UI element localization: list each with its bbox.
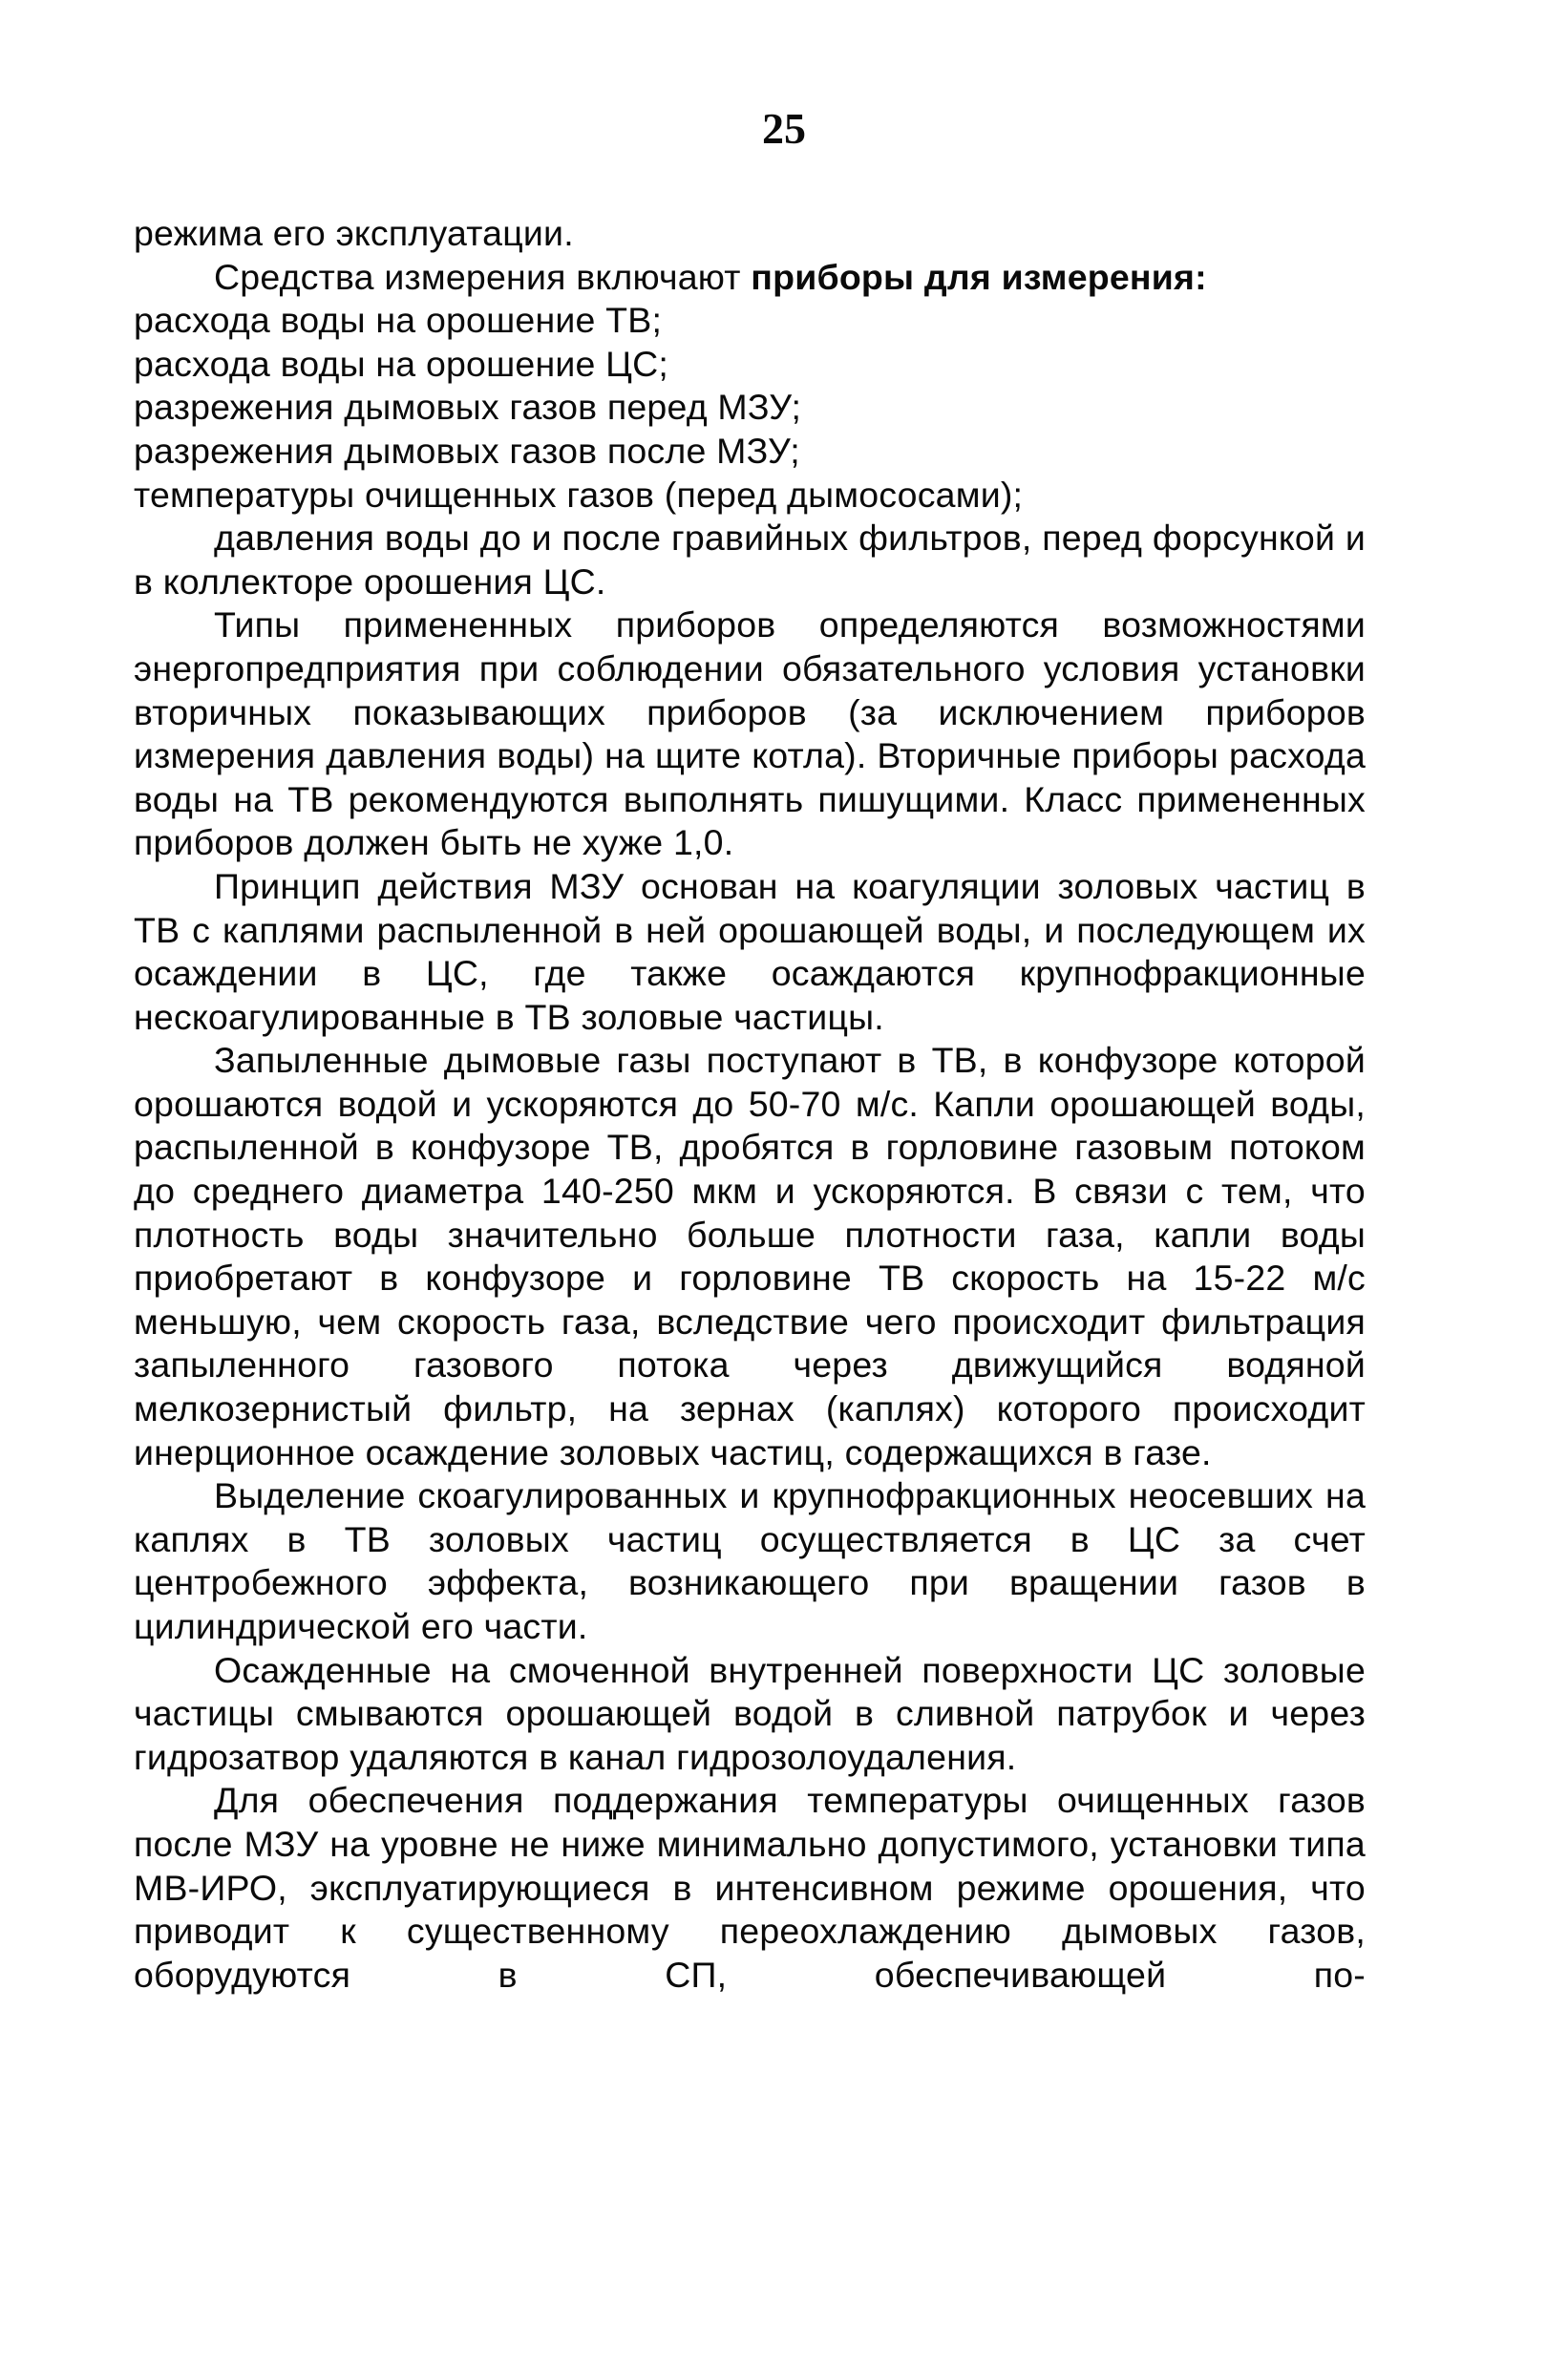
paragraph-continuation: режима его эксплуатации. — [134, 213, 574, 253]
paragraph-separation: Выделение скоагулированных и крупнофракционных неосевших на каплях в ТВ золовых частиц осуществляется в ЦС за счет центробежного эффекта, возникающего при вращении газов в цилиндрической его части. — [134, 1475, 1366, 1646]
paragraph-temperature: Для обеспечения поддержания температуры очищенных газов после МЗУ на уровне не ниже минимально допустимого, установки типа МВ-ИРО, эксплуатирующиеся в интенсивном режиме орошения, что приводит к существенному переохлаждению дымовых газов, оборудуются в СП, обеспечивающей по- — [134, 1780, 1366, 1995]
list-item: расхода воды на орошение ЦС; — [134, 343, 669, 384]
list-item: расхода воды на орошение ТВ; — [134, 300, 663, 341]
page-number: 25 — [762, 104, 806, 153]
paragraph-ash-removal: Осажденные на смоченной внутренней поверхности ЦС золовые частицы смываются орошающей водой в сливной патрубок и через гидрозатвор удаляются в канал гидрозолоудаления. — [134, 1649, 1366, 1777]
paragraph-gas-flow: Запыленные дымовые газы поступают в ТВ, в конфузоре которой орошаются водой и ускоряются до 50-70 м/с. Капли орошающей воды, распыленной в конфузоре ТВ, дробятся в горловине газовым потоком до среднего диаметра 140-250 мкм и ускоряются. В связи с тем, что плотность воды значительно больше плотности газа, капли воды приобретают в конфузоре и горловине ТВ скорость на 15-22 м/с меньшую, чем скорость газа, вследствие чего происходит фильтрация запыленного газового потока через движущийся водяной мелкозернистый фильтр, на зернах (каплях) которого происходит инерционное осаждение золовых частиц, содержащихся в газе. — [134, 1040, 1366, 1472]
intro-bold-text: приборы для измерения: — [751, 256, 1207, 297]
list-item-last: давления воды до и после гравийных фильтров, перед форсункой и в коллекторе орошения ЦС. — [134, 518, 1366, 602]
list-item: разрежения дымовых газов перед МЗУ; — [134, 387, 802, 428]
body-text — [134, 212, 1366, 1997]
list-item: разрежения дымовых газов после МЗУ; — [134, 430, 800, 471]
intro-text: Средства измерения включают — [214, 256, 752, 297]
paragraph-instrument-types: Типы примененных приборов определяются возможностями энергопредприятия при соблюдении обязательного условия установки вторичных показывающих приборов (за исключением приборов измерения давления воды) на щите котла). Вторичные приборы расхода воды на ТВ рекомендуются выполнять пишущими. Класс примененных приборов должен быть не хуже 1,0. — [134, 604, 1366, 863]
paragraph-operating-principle: Принцип действия МЗУ основан на коагуляции золовых частиц в ТВ с каплями распыленной в ней орошающей воды, и последующем их осаждении в ЦС, где также осаждаются крупнофракционные нескоагулированные в ТВ золовые частицы. — [134, 865, 1366, 1037]
list-item: температуры очищенных газов (перед дымососами); — [134, 474, 1024, 515]
paragraph-instruments-intro — [134, 256, 1366, 300]
